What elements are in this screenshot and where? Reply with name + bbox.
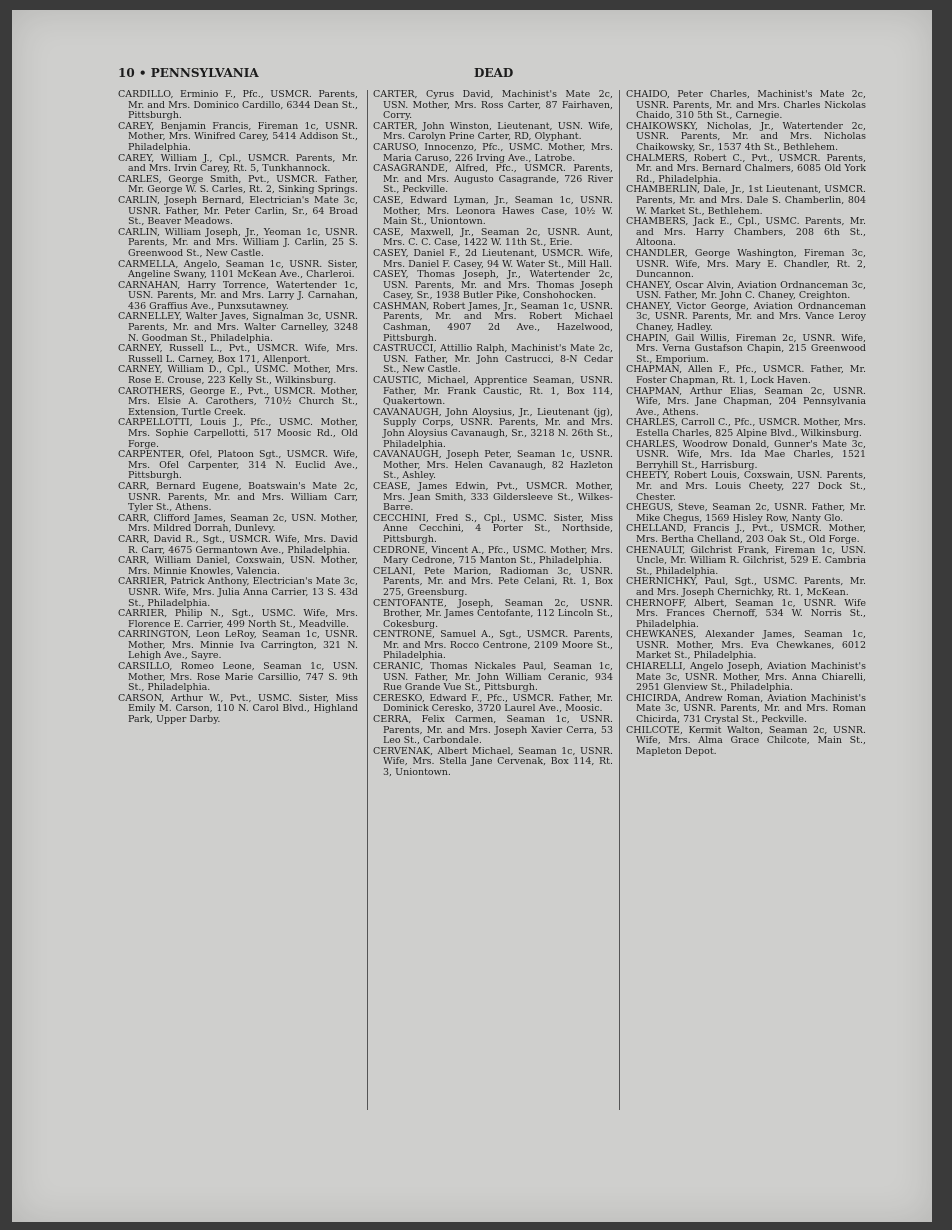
header-bullet: • bbox=[138, 66, 147, 80]
roster-entry: CARNAHAN, Harry Torrence, Watertender 1c, USN. Parents, Mr. and Mrs. Larry J. Carnahan, 436 Graffius Ave., Punxsutawney. bbox=[118, 279, 358, 312]
roster-entry: CERESKO, Edward F., Pfc., USMCR. Father, Mr. Dominick Ceresko, 3720 Laurel Ave., Moosic. bbox=[373, 692, 613, 715]
roster-entry: CAREY, William J., Cpl., USMCR. Parents, Mr. and Mrs. Irvin Carey, Rt. 5, Tunkhannock. bbox=[118, 152, 358, 175]
roster-entry: CENTRONE, Samuel A., Sgt., USMCR. Parents, Mr. and Mrs. Rocco Centrone, 2109 Moore St., Philadelphia. bbox=[373, 629, 613, 662]
roster-entry: CHAMBERS, Jack E., Cpl., USMC. Parents, Mr. and Mrs. Harry Chambers, 208 6th St., Altoona. bbox=[626, 216, 866, 249]
roster-entry: CASEY, Daniel F., 2d Lieutenant, USMCR. Wife, Mrs. Daniel F. Casey, 94 W. Water St., Mill Hall. bbox=[373, 247, 613, 270]
roster-entry: CHENAULT, Gilchrist Frank, Fireman 1c, USN. Uncle, Mr. William R. Gilchrist, 529 E. Cambria St., Philadelphia. bbox=[626, 544, 866, 577]
roster-entry: CHARLES, Woodrow Donald, Gunner's Mate 3c, USNR. Wife, Mrs. Ida Mae Charles, 1521 Berryhill St., Harrisburg. bbox=[626, 438, 866, 471]
roster-entry: CARRINGTON, Leon LeRoy, Seaman 1c, USNR. Mother, Mrs. Minnie Iva Carrington, 321 N. Lehigh Ave., Sayre. bbox=[118, 629, 358, 662]
roster-entry: CARUSO, Innocenzo, Pfc., USMC. Mother, Mrs. Maria Caruso, 226 Irving Ave., Latrobe. bbox=[373, 141, 613, 164]
roster-entry: CARSILLO, Romeo Leone, Seaman 1c, USN. Mother, Mrs. Rose Marie Carsillio, 747 S. 9th St., Philadelphia. bbox=[118, 661, 358, 694]
roster-entry: CHERNICHKY, Paul, Sgt., USMC. Parents, Mr. and Mrs. Joseph Chernichky, Rt. 1, McKean. bbox=[626, 576, 866, 598]
roster-entry: CARMELLA, Angelo, Seaman 1c, USNR. Sister, Angeline Swany, 1101 McKean Ave., Charleroi. bbox=[118, 258, 358, 281]
header-left bbox=[118, 66, 259, 80]
roster-entry: CHAMBERLIN, Dale, Jr., 1st Lieutenant, USMCR. Parents, Mr. and Mrs. Dale S. Chamberlin, 804 W. Market St., Bethlehem. bbox=[626, 184, 866, 217]
roster-entry: CARR, William Daniel, Coxswain, USN. Mother, Mrs. Minnie Knowles, Valencia. bbox=[118, 555, 358, 577]
column-divider bbox=[619, 90, 620, 1110]
status-label: DEAD bbox=[474, 66, 514, 80]
column-1 bbox=[118, 90, 358, 1110]
roster-entry: CHERNOFF, Albert, Seaman 1c, USNR. Wife Mrs. Frances Chernoff, 534 W. Norris St., Philadelphia. bbox=[626, 597, 866, 630]
roster-entry: CECCHINI, Fred S., Cpl., USMC. Sister, Miss Anne Cecchini, 4 Porter St., Northside, Pittsburgh. bbox=[373, 512, 613, 545]
roster-entry: CHAIDO, Peter Charles, Machinist's Mate 2c, USNR. Parents, Mr. and Mrs. Charles Nickolas Chaido, 310 5th St., Carnegie. bbox=[626, 90, 866, 122]
roster-entry: CARTER, John Winston, Lieutenant, USN. Wife, Mrs. Carolyn Prine Carter, RD, Olyphant. bbox=[373, 120, 613, 143]
roster-entry: CAVANAUGH, Joseph Peter, Seaman 1c, USNR. Mother, Mrs. Helen Cavanaugh, 82 Hazleton St., Ashley. bbox=[373, 449, 613, 482]
roster-entry: CASE, Edward Lyman, Jr., Seaman 1c, USNR. Mother, Mrs. Leonora Hawes Case, 10½ W. Main St., Uniontown. bbox=[373, 194, 613, 228]
roster-entry: CARPELLOTTI, Louis J., Pfc., USMC. Mother, Mrs. Sophie Carpellotti, 517 Moosic Rd., Old Forge. bbox=[118, 417, 358, 450]
page-number: 10 bbox=[118, 66, 135, 80]
roster-entry: CAVANAUGH, John Aloysius, Jr., Lieutenant (jg), Supply Corps, USNR. Parents, Mr. and Mrs. John Aloysius Cavanaugh, Sr., 3218 N. 26th St., Philadelphia. bbox=[373, 406, 613, 450]
document-page bbox=[12, 10, 932, 1222]
roster-entry: CARNEY, Russell L., Pvt., USMCR. Wife, Mrs. Russell L. Carney, Box 171, Allenport. bbox=[118, 343, 358, 365]
roster-entry: CHARLES, Carroll C., Pfc., USMCR. Mother, Mrs. Estella Charles, 825 Alpine Blvd., Wilkinsburg. bbox=[626, 417, 866, 439]
roster-entry: CHIARELLI, Angelo Joseph, Aviation Machinist's Mate 3c, USNR. Mother, Mrs. Anna Chiarelli, 2951 Glenview St., Philadelphia. bbox=[626, 661, 866, 694]
roster-entry: CHAPMAN, Arthur Elias, Seaman 2c, USNR. Wife, Mrs. Jane Chapman, 204 Pennsylvania Ave., Athens. bbox=[626, 385, 866, 418]
roster-entry: CAREY, Benjamin Francis, Fireman 1c, USNR. Mother, Mrs. Winifred Carey, 5414 Addison St., Philadelphia. bbox=[118, 120, 358, 153]
roster-columns bbox=[118, 90, 866, 1110]
roster-entry: CHEETY, Robert Louis, Coxswain, USN. Parents, Mr. and Mrs. Louis Cheety, 227 Dock St., Chester. bbox=[626, 470, 866, 503]
roster-entry: CASEY, Thomas Joseph, Jr., Watertender 2c, USN. Parents, Mr. and Mrs. Thomas Joseph Casey, Sr., 1938 Butler Pike, Conshohocken. bbox=[373, 269, 613, 302]
roster-entry: CHALMERS, Robert C., Pvt., USMCR. Parents, Mr. and Mrs. Bernard Chalmers, 6085 Old York Rd., Philadelphia. bbox=[626, 152, 866, 185]
roster-entry: CHEGUS, Steve, Seaman 2c, USNR. Father, Mr. Mike Chegus, 1569 Hisley Row, Nanty Glo. bbox=[626, 502, 866, 524]
state-name: PENNSYLVANIA bbox=[150, 66, 259, 80]
roster-entry: CARSON, Arthur W., Pvt., USMC. Sister, Miss Emily M. Carson, 110 N. Carol Blvd., Highland Park, Upper Darby. bbox=[118, 692, 358, 726]
roster-entry: CARR, Clifford James, Seaman 2c, USN. Mother, Mrs. Mildred Dorrah, Dunlevy. bbox=[118, 512, 358, 535]
roster-entry: CARNELLEY, Walter Javes, Signalman 3c, USNR. Parents, Mr. and Mrs. Walter Carnelley, 3248 N. Goodman St., Philadelphia. bbox=[118, 311, 358, 344]
roster-entry: CERVENAK, Albert Michael, Seaman 1c, USNR. Wife, Mrs. Stella Jane Cervenak, Box 114, Rt. 3, Uniontown. bbox=[373, 745, 613, 778]
roster-entry: CARRIER, Patrick Anthony, Electrician's Mate 3c, USNR. Wife, Mrs. Julia Anna Carrier, 13 S. 43d St., Philadelphia. bbox=[118, 576, 358, 609]
roster-entry: CENTOFANTE, Joseph, Seaman 2c, USNR. Brother, Mr. James Centofante, 112 Lincoln St., Cokesburg. bbox=[373, 597, 613, 630]
roster-entry: CARNEY, William D., Cpl., USMC. Mother, Mrs. Rose E. Crouse, 223 Kelly St., Wilkinsburg. bbox=[118, 364, 358, 387]
roster-entry: CARLES, George Smith, Pvt., USMCR. Father, Mr. George W. S. Carles, Rt. 2, Sinking Springs. bbox=[118, 173, 358, 196]
roster-entry: CERRA, Felix Carmen, Seaman 1c, USNR. Parents, Mr. and Mrs. Joseph Xavier Cerra, 53 Leo St., Carbondale. bbox=[373, 714, 613, 747]
roster-entry: CEASE, James Edwin, Pvt., USMCR. Mother, Mrs. Jean Smith, 333 Gildersleeve St., Wilkes-Barre. bbox=[373, 480, 613, 514]
roster-entry: CEDRONE, Vincent A., Pfc., USMC. Mother, Mrs. Mary Cedrone, 715 Manton St., Philadelphia. bbox=[373, 544, 613, 567]
roster-entry: CHICIRDA, Andrew Roman, Aviation Machinist's Mate 3c, USNR. Parents, Mr. and Mrs. Roman Chicirda, 731 Crystal St., Peckville. bbox=[626, 692, 866, 726]
roster-entry: CARTER, Cyrus David, Machinist's Mate 2c, USN. Mother, Mrs. Ross Carter, 87 Fairhaven, Corry. bbox=[373, 90, 613, 122]
column-divider bbox=[367, 90, 368, 1110]
roster-entry: CHAPMAN, Allen F., Pfc., USMCR. Father, Mr. Foster Chapman, Rt. 1, Lock Haven. bbox=[626, 364, 866, 387]
roster-entry: CASAGRANDE, Alfred, Pfc., USMCR. Parents, Mr. and Mrs. Augusto Casagrande, 726 River St., Peckville. bbox=[373, 163, 613, 196]
roster-entry: CARR, Bernard Eugene, Boatswain's Mate 2c, USNR. Parents, Mr. and Mrs. William Carr, Tyler St., Athens. bbox=[118, 480, 358, 514]
roster-entry: CASTRUCCI, Attillio Ralph, Machinist's Mate 2c, USN. Father, Mr. John Castrucci, 8-N Cedar St., New Castle. bbox=[373, 343, 613, 376]
roster-entry: CASHMAN, Robert James, Jr., Seaman 1c, USNR. Parents, Mr. and Mrs. Robert Michael Cashman, 4907 2d Ave., Hazelwood, Pittsburgh. bbox=[373, 300, 613, 344]
roster-entry: CAROTHERS, George E., Pvt., USMCR. Mother, Mrs. Elsie A. Carothers, 710½ Church St., Extension, Turtle Creek. bbox=[118, 385, 358, 418]
roster-entry: CHILCOTE, Kermit Walton, Seaman 2c, USNR. Wife, Mrs. Alma Grace Chilcote, Main St., Mapleton Depot. bbox=[626, 724, 866, 757]
roster-entry: CHANEY, Oscar Alvin, Aviation Ordnanceman 3c, USN. Father, Mr. John C. Chaney, Creighton. bbox=[626, 279, 866, 302]
roster-entry: CARR, David R., Sgt., USMCR. Wife, Mrs. David R. Carr, 4675 Germantown Ave., Philadelphia. bbox=[118, 533, 358, 556]
roster-entry: CHELLAND, Francis J., Pvt., USMCR. Mother, Mrs. Bertha Chelland, 203 Oak St., Old Forge. bbox=[626, 523, 866, 545]
column-3 bbox=[626, 90, 866, 1110]
roster-entry: CHANEY, Victor George, Aviation Ordnanceman 3c, USNR. Parents, Mr. and Mrs. Vance Leroy Chaney, Hadley. bbox=[626, 300, 866, 334]
roster-entry: CHEWKANES, Alexander James, Seaman 1c, USNR. Mother, Mrs. Eva Chewkanes, 6012 Market St., Philadelphia. bbox=[626, 629, 866, 662]
roster-entry: CASE, Maxwell, Jr., Seaman 2c, USNR. Aunt, Mrs. C. C. Case, 1422 W. 11th St., Erie. bbox=[373, 226, 613, 249]
roster-entry: CARRIER, Philip N., Sgt., USMC. Wife, Mrs. Florence E. Carrier, 499 North St., Meadville. bbox=[118, 608, 358, 630]
column-2 bbox=[373, 90, 613, 1110]
roster-entry: CARLIN, William Joseph, Jr., Yeoman 1c, USNR. Parents, Mr. and Mrs. William J. Carlin, 25 S. Greenwood St., New Castle. bbox=[118, 226, 358, 259]
roster-entry: CERANIC, Thomas Nickales Paul, Seaman 1c, USN. Father, Mr. John William Ceranic, 934 Rue Grande Vue St., Pittsburgh. bbox=[373, 661, 613, 694]
roster-entry: CARLIN, Joseph Bernard, Electrician's Mate 3c, USNR. Father, Mr. Peter Carlin, Sr., 64 Broad St., Beaver Meadows. bbox=[118, 194, 358, 228]
roster-entry: CARPENTER, Ofel, Platoon Sgt., USMCR. Wife, Mrs. Ofel Carpenter, 314 N. Euclid Ave., Pittsburgh. bbox=[118, 449, 358, 482]
roster-entry: CARDILLO, Erminio F., Pfc., USMCR. Parents, Mr. and Mrs. Dominico Cardillo, 6344 Dean St., Pittsburgh. bbox=[118, 90, 358, 122]
roster-entry: CAUSTIC, Michael, Apprentice Seaman, USNR. Father, Mr. Frank Caustic, Rt. 1, Box 114, Quakertown. bbox=[373, 375, 613, 408]
roster-entry: CHAIKOWSKY, Nicholas, Jr., Watertender 2c, USNR. Parents, Mr. and Mrs. Nicholas Chaikowsky, Sr., 1537 4th St., Bethlehem. bbox=[626, 120, 866, 153]
roster-entry: CELANI, Pete Marion, Radioman 3c, USNR. Parents, Mr. and Mrs. Pete Celani, Rt. 1, Box 275, Greensburg. bbox=[373, 565, 613, 598]
roster-entry: CHAPIN, Gail Willis, Fireman 2c, USNR. Wife, Mrs. Verna Gustafson Chapin, 215 Greenwood St., Emporium. bbox=[626, 332, 866, 365]
page-header bbox=[118, 66, 862, 86]
roster-entry: CHANDLER, George Washington, Fireman 3c, USNR. Wife, Mrs. Mary E. Chandler, Rt. 2, Duncannon. bbox=[626, 247, 866, 281]
